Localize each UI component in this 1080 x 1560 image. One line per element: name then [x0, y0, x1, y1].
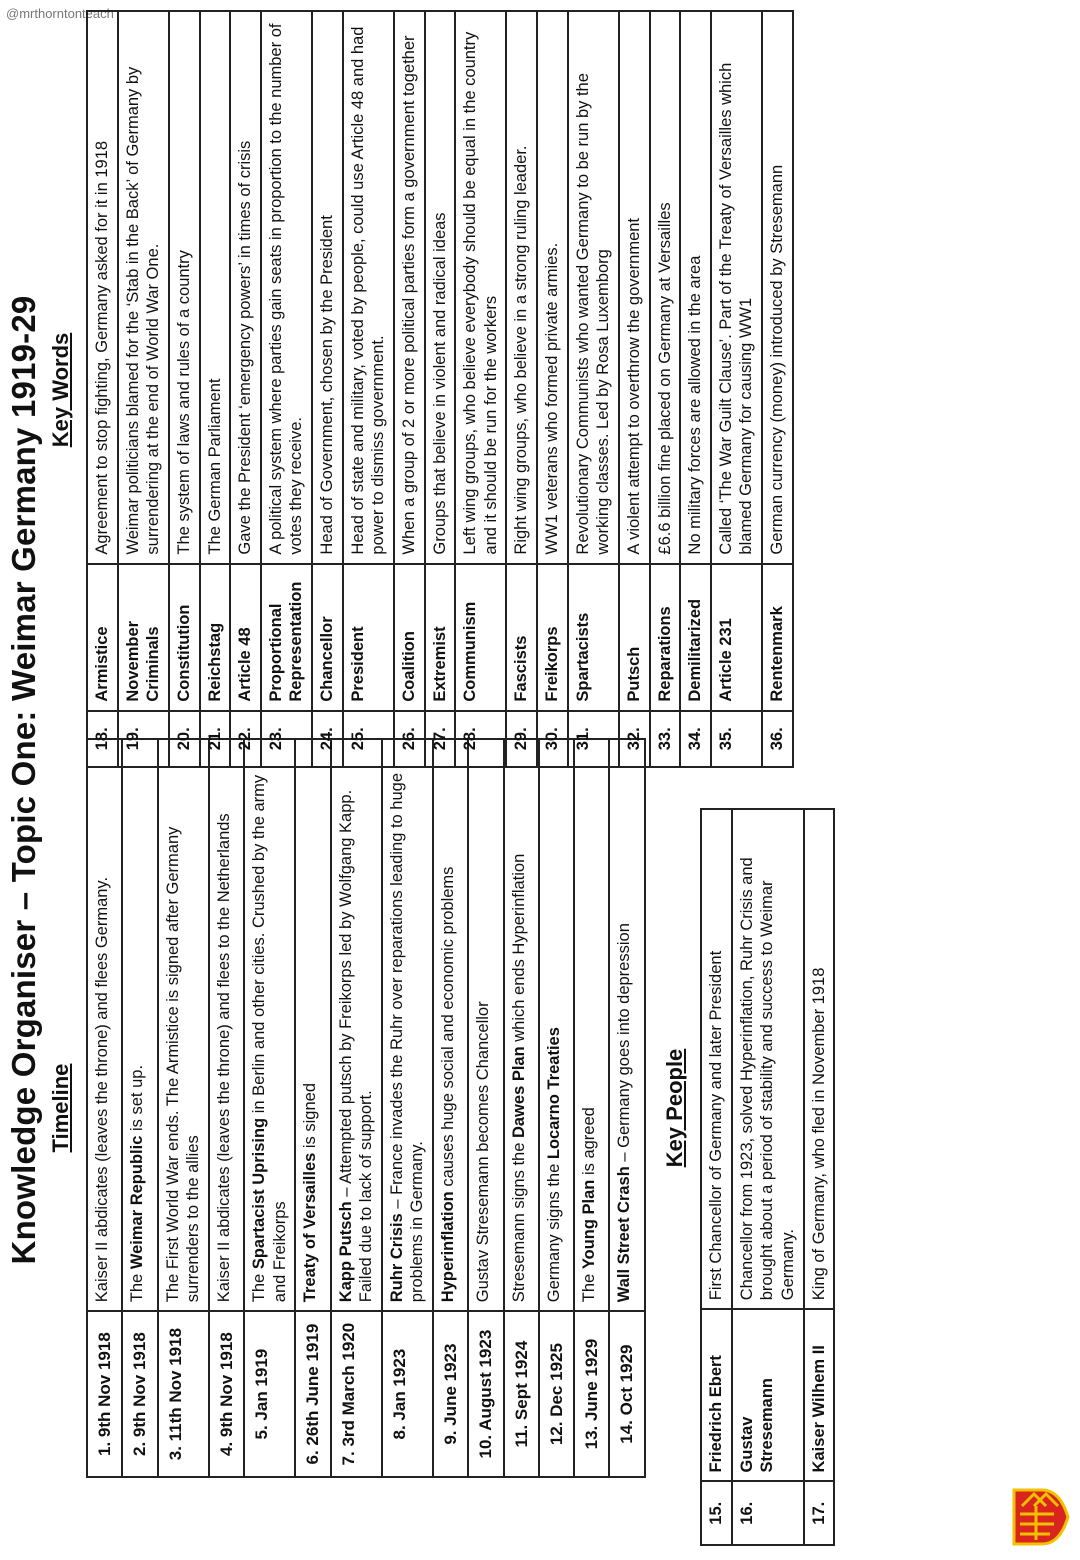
key-word-definition: The German Parliament [200, 11, 231, 564]
key-word-number: 34. [680, 711, 711, 767]
key-person-description: Chancellor from 1923, solved Hyperinflation, Ruhr Crisis and brought about a period of stability and success to Weimar Germany. [732, 809, 804, 1309]
key-word-number: 32. [619, 711, 650, 767]
key-word-definition: Revolutionary Communists who wanted Germany to be run by the working classes. Led by Rosa Luxemborg [568, 11, 619, 564]
key-word-definition: WW1 veterans who formed private armies. [537, 11, 568, 564]
key-word-row [261, 11, 312, 767]
key-person-row [804, 809, 835, 1545]
key-word-number: 33. [650, 711, 681, 767]
key-word-number: 27. [425, 711, 456, 767]
key-word-term: Constitution [169, 564, 200, 711]
key-word-row [711, 11, 762, 767]
timeline-event [122, 739, 157, 1311]
key-person-number: 16. [732, 1481, 804, 1545]
timeline-event [209, 739, 244, 1311]
key-word-number: 24. [312, 711, 343, 767]
timeline-event [295, 739, 330, 1311]
key-word-term: Reichstag [200, 564, 231, 711]
school-crest-icon [1010, 1486, 1070, 1548]
timeline-row [295, 739, 330, 1477]
key-person-number: 17. [804, 1481, 835, 1545]
event-key-term: Weimar Republic [128, 1135, 147, 1270]
event-text: Germany signs the [544, 1159, 563, 1303]
timeline-row [87, 739, 122, 1477]
timeline-event [574, 739, 609, 1311]
key-word-row [619, 11, 650, 767]
key-word-term: Article 231 [711, 564, 762, 711]
key-word-term: Freikorps [537, 564, 568, 711]
key-word-number: 20. [169, 711, 200, 767]
key-words-heading: Key Words [48, 332, 73, 448]
timeline-event [609, 739, 644, 1311]
timeline-date: 13. June 1929 [574, 1311, 609, 1477]
event-key-term: Wall Street Crash [615, 1166, 634, 1303]
event-key-term: Spartacist Uprising [250, 1117, 268, 1270]
key-word-definition: £6.6 billion fine placed on Germany at Versailles [650, 11, 681, 564]
timeline-event [539, 739, 574, 1311]
key-word-term: Article 48 [230, 564, 261, 711]
key-word-term: Communism [455, 564, 506, 711]
key-word-term: Reparations [650, 564, 681, 711]
timeline-row [244, 739, 295, 1477]
key-word-number: 19. [118, 711, 169, 767]
key-word-number: 22. [230, 711, 261, 767]
timeline-date: 4. 9th Nov 1918 [209, 1311, 244, 1477]
key-word-row [394, 11, 425, 767]
timeline-date: 7. 3rd March 1920 [331, 1311, 382, 1477]
key-word-number: 18. [87, 711, 118, 767]
timeline-date: 6. 26th June 1919 [295, 1311, 330, 1477]
key-word-term: Putsch [619, 564, 650, 711]
key-word-definition: A political system where parties gain seats in proportion to the number of votes they receive. [261, 11, 312, 564]
page-title: Knowledge Organiser – Topic One: Weimar Germany 1919-29 [5, 295, 42, 1265]
key-word-row [455, 11, 506, 767]
timeline-event [468, 739, 503, 1311]
key-word-term: Coalition [394, 564, 425, 711]
timeline-date: 11. Sept 1924 [504, 1311, 539, 1477]
key-word-term: Fascists [506, 564, 537, 711]
key-people-table [700, 808, 835, 1546]
key-word-definition: The system of laws and rules of a country [169, 11, 200, 564]
key-word-row [537, 11, 568, 767]
key-word-row [87, 11, 118, 767]
key-word-definition: Gave the President ‘emergency powers’ in times of crisis [230, 11, 261, 564]
key-word-number: 31. [568, 711, 619, 767]
event-text: which ends Hyperinflation [509, 853, 528, 1047]
key-word-term: Extremist [425, 564, 456, 711]
timeline-event [504, 739, 539, 1311]
key-person-row [701, 809, 732, 1545]
timeline-heading: Timeline [48, 1063, 73, 1153]
timeline-row [209, 739, 244, 1477]
event-text: – France invades the Ruhr over reparations leading to huge problems in Germany. [387, 772, 427, 1303]
timeline-date: 8. Jan 1923 [382, 1311, 433, 1477]
key-word-definition: Agreement to stop fighting, Germany asked for it in 1918 [87, 11, 118, 564]
key-word-number: 29. [506, 711, 537, 767]
event-text: The [128, 1269, 147, 1303]
timeline-date: 1. 9th Nov 1918 [87, 1311, 122, 1477]
key-word-definition: Left wing groups, who believe everybody should be equal in the country and it should be run for the workers [455, 11, 506, 564]
event-text: The [580, 1269, 598, 1303]
key-word-row [200, 11, 231, 767]
key-word-row [230, 11, 261, 767]
key-word-term: President [343, 564, 394, 711]
key-word-term: Spartacists [568, 564, 619, 711]
key-person-description: King of Germany, who fled in November 1918 [804, 809, 835, 1309]
event-text: – Attempted putsch by Freikorps led by Wolfgang Kapp. Failed due to lack of support. [336, 789, 376, 1303]
key-word-term: Chancellor [312, 564, 343, 711]
key-person-name: Kaiser Wilhem II [804, 1309, 835, 1481]
timeline-event [433, 739, 468, 1311]
timeline-row [331, 739, 382, 1477]
key-word-term: Demilitarized [680, 564, 711, 711]
key-word-row [118, 11, 169, 767]
event-text: Kaiser II abdicates (leaves the throne) and flees to the Netherlands [214, 813, 233, 1303]
key-word-number: 23. [261, 711, 312, 767]
key-word-row [312, 11, 343, 767]
key-word-number: 26. [394, 711, 425, 767]
key-word-row [506, 11, 537, 767]
event-text: is agreed [580, 1107, 598, 1180]
key-word-term: Armistice [87, 564, 118, 711]
key-word-definition: German currency (money) introduced by Stresemann [762, 11, 793, 564]
key-people-heading: Key People [662, 1048, 687, 1168]
timeline-event [331, 739, 382, 1311]
key-word-definition: Head of Government, chosen by the President [312, 11, 343, 564]
key-word-term: November Criminals [118, 564, 169, 711]
key-word-number: 30. [537, 711, 568, 767]
timeline-row [574, 739, 609, 1477]
event-key-term: Young Plan [580, 1179, 598, 1270]
event-key-term: Dawes Plan [509, 1046, 528, 1139]
key-word-row [762, 11, 793, 767]
key-word-number: 35. [711, 711, 762, 767]
key-person-name: Friedrich Ebert [701, 1309, 732, 1481]
event-text: – Germany goes into depression [615, 923, 634, 1167]
key-word-definition: No military forces are allowed in the area [680, 11, 711, 564]
timeline-date: 14. Oct 1929 [609, 1311, 644, 1477]
event-key-term: Treaty of Versailles [301, 1152, 320, 1303]
key-word-number: 25. [343, 711, 394, 767]
event-text: Gustav Stresemann becomes Chancellor [474, 1001, 493, 1303]
event-text: Stresemann signs the [509, 1138, 528, 1303]
timeline-row [609, 739, 644, 1477]
timeline-date: 10. August 1923 [468, 1311, 503, 1477]
key-word-row [343, 11, 394, 767]
key-words-table [86, 10, 794, 768]
key-word-row [568, 11, 619, 767]
key-person-row [732, 809, 804, 1545]
key-word-number: 36. [762, 711, 793, 767]
timeline-row [158, 739, 209, 1477]
timeline-event [244, 739, 295, 1311]
timeline-table [86, 738, 646, 1478]
event-text: is signed [301, 1082, 320, 1153]
key-word-number: 28. [455, 711, 506, 767]
event-text: Kaiser II abdicates (leaves the throne) and flees Germany. [93, 876, 111, 1303]
key-word-definition: Head of state and military, voted by people, could use Article 48 and had power to dismiss government. [343, 11, 394, 564]
key-word-term: Rentenmark [762, 564, 793, 711]
timeline-row [468, 739, 503, 1477]
event-key-term: Ruhr Crisis [387, 1213, 406, 1303]
timeline-row [504, 739, 539, 1477]
timeline-date: 12. Dec 1925 [539, 1311, 574, 1477]
key-word-definition: Groups that believe in violent and radical ideas [425, 11, 456, 564]
key-word-definition: Weimar politicians blamed for the ‘Stab in the Back’ of Germany by surrendering at the end of World War One. [118, 11, 169, 564]
key-person-number: 15. [701, 1481, 732, 1545]
timeline-row [122, 739, 157, 1477]
key-word-row [169, 11, 200, 767]
timeline-row [382, 739, 433, 1477]
timeline-date: 2. 9th Nov 1918 [122, 1311, 157, 1477]
event-text: The [250, 1269, 268, 1303]
timeline-event [382, 739, 433, 1311]
author-handle: @mrthorntonteach [6, 6, 114, 21]
event-text: in Berlin and other cities. Crushed by the army and Freikorps [250, 774, 289, 1303]
key-word-number: 21. [200, 711, 231, 767]
key-word-row [650, 11, 681, 767]
timeline-event [158, 739, 209, 1311]
event-text: The First World War ends. The Armistice is signed after Germany surrenders to the allies [163, 826, 203, 1303]
timeline-date: 5. Jan 1919 [244, 1311, 295, 1477]
key-word-definition: When a group of 2 or more political parties form a government together [394, 11, 425, 564]
event-key-term: Hyperinflation [439, 1191, 457, 1303]
key-word-term: Proportional Representation [261, 564, 312, 711]
key-person-description: First Chancellor of Germany and later President [701, 809, 732, 1309]
key-word-definition: Right wing groups, who believe in a strong ruling leader. [506, 11, 537, 564]
event-key-term: Locarno Treaties [544, 1027, 563, 1160]
key-word-row [680, 11, 711, 767]
key-person-name: Gustav Stresemann [732, 1309, 804, 1481]
event-text: is set up. [128, 1064, 147, 1136]
timeline-row [433, 739, 468, 1477]
timeline-date: 3. 11th Nov 1918 [158, 1311, 209, 1477]
timeline-row [539, 739, 574, 1477]
key-word-definition: A violent attempt to overthrow the government [619, 11, 650, 564]
timeline-event [87, 739, 122, 1311]
event-key-term: Kapp Putsch [336, 1201, 355, 1303]
key-word-row [425, 11, 456, 767]
key-word-definition: Called ‘The War Guilt Clause’. Part of the Treaty of Versailles which blamed Germany for causing WW1 [711, 11, 762, 564]
timeline-date: 9. June 1923 [433, 1311, 468, 1477]
event-text: causes huge social and economic problems [439, 866, 457, 1192]
